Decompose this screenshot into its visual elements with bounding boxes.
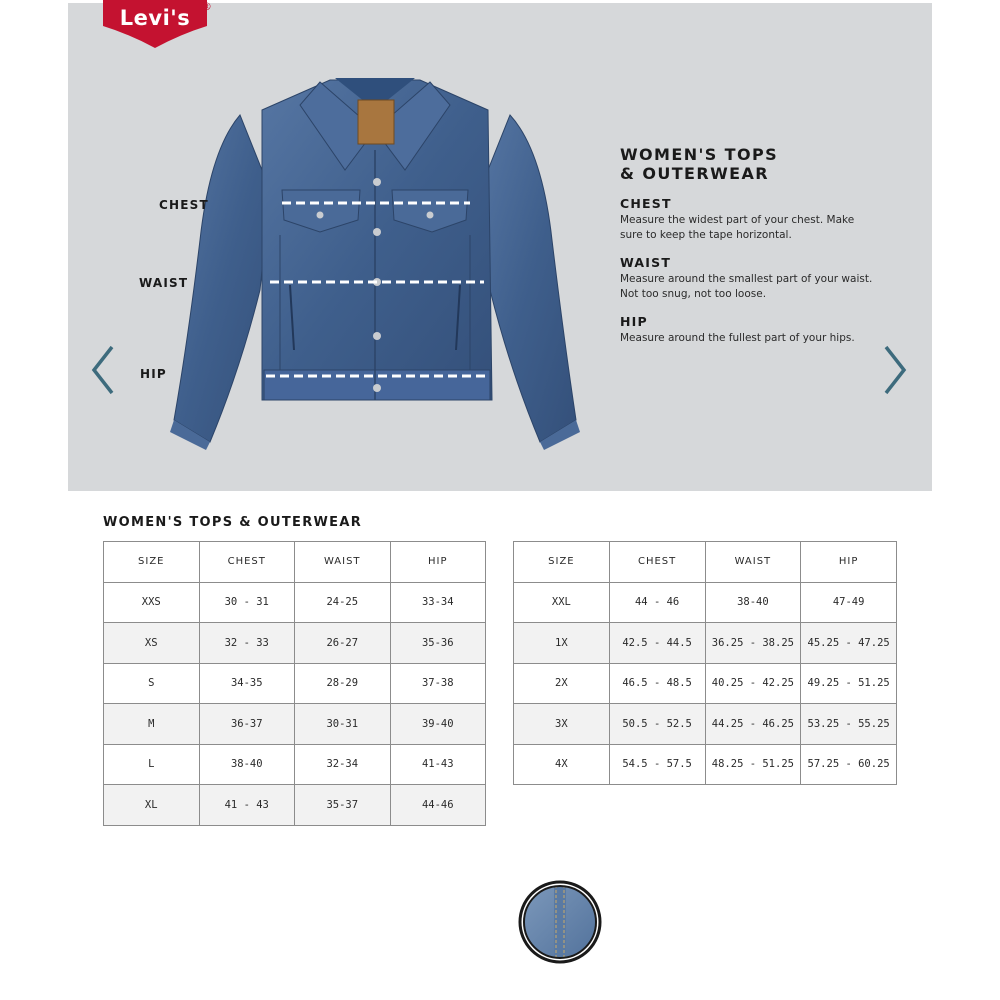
chest-cell: 38-40 <box>199 744 295 785</box>
chest-cell: 44 - 46 <box>609 582 705 623</box>
standard-size-table <box>103 541 486 826</box>
size-cell: XL <box>104 785 200 826</box>
header-chest: CHEST <box>199 542 295 583</box>
chest-cell: 46.5 - 48.5 <box>609 663 705 704</box>
waist-cell: 44.25 - 46.25 <box>705 704 801 745</box>
chest-cell: 42.5 - 44.5 <box>609 623 705 664</box>
waist-cell: 36.25 - 38.25 <box>705 623 801 664</box>
registered-mark: ® <box>201 0 212 13</box>
header-size: SIZE <box>104 542 200 583</box>
chest-cell: 34-35 <box>199 663 295 704</box>
hip-cell: 39-40 <box>390 704 486 745</box>
guide-chest-heading: CHEST <box>620 196 672 211</box>
waist-cell: 40.25 - 42.25 <box>705 663 801 704</box>
logo-text: Levi's <box>119 6 191 30</box>
table-row <box>104 744 486 785</box>
waist-cell: 48.25 - 51.25 <box>705 744 801 785</box>
hip-cell: 53.25 - 55.25 <box>801 704 897 745</box>
hip-cell: 49.25 - 51.25 <box>801 663 897 704</box>
hip-label: HIP <box>140 367 167 381</box>
hip-cell: 33-34 <box>390 582 486 623</box>
chest-label: CHEST <box>159 198 209 212</box>
table-row <box>104 704 486 745</box>
table-row <box>514 744 897 785</box>
measure-guide <box>620 145 880 358</box>
hip-cell: 45.25 - 47.25 <box>801 623 897 664</box>
guide-hip-heading: HIP <box>620 314 648 329</box>
table-row <box>514 582 897 623</box>
guide-chest-desc: Measure the widest part of your chest. Make sure to keep the tape horizontal. <box>620 214 855 241</box>
size-cell: L <box>104 744 200 785</box>
header-hip: HIP <box>801 542 897 583</box>
guide-hip-desc: Measure around the fullest part of your hips. <box>620 332 855 344</box>
waist-cell: 28-29 <box>295 663 391 704</box>
table-row <box>514 663 897 704</box>
waist-cell: 35-37 <box>295 785 391 826</box>
chest-cell: 41 - 43 <box>199 785 295 826</box>
hip-cell: 37-38 <box>390 663 486 704</box>
hip-cell: 35-36 <box>390 623 486 664</box>
waist-label: WAIST <box>139 276 189 290</box>
table-row <box>104 663 486 704</box>
chest-cell: 54.5 - 57.5 <box>609 744 705 785</box>
table-row <box>104 785 486 826</box>
size-table-title: WOMEN'S TOPS & OUTERWEAR <box>103 515 363 530</box>
hip-cell: 44-46 <box>390 785 486 826</box>
waist-cell: 24-25 <box>295 582 391 623</box>
table-row <box>104 582 486 623</box>
size-cell: XXS <box>104 582 200 623</box>
size-cell: 3X <box>514 704 610 745</box>
chest-cell: 30 - 31 <box>199 582 295 623</box>
header-waist: WAIST <box>705 542 801 583</box>
levis-logo <box>103 0 215 48</box>
guide-title-line2: & OUTERWEAR <box>620 164 769 183</box>
guide-waist-heading: WAIST <box>620 255 672 270</box>
denim-jacket-image <box>170 70 580 450</box>
header-size: SIZE <box>514 542 610 583</box>
size-cell: 1X <box>514 623 610 664</box>
chest-cell: 36-37 <box>199 704 295 745</box>
header-waist: WAIST <box>295 542 391 583</box>
hip-cell: 47-49 <box>801 582 897 623</box>
table-row <box>104 623 486 664</box>
chest-cell: 32 - 33 <box>199 623 295 664</box>
guide-title-line1: WOMEN'S TOPS <box>620 145 779 164</box>
fabric-swatch-thumbnail[interactable] <box>518 880 602 964</box>
waist-cell: 26-27 <box>295 623 391 664</box>
guide-waist-desc: Measure around the smallest part of your waist. Not too snug, not too loose. <box>620 273 873 300</box>
waist-cell: 30-31 <box>295 704 391 745</box>
plus-size-table <box>513 541 897 785</box>
previous-arrow-icon[interactable] <box>88 343 118 397</box>
hip-cell: 41-43 <box>390 744 486 785</box>
size-cell: S <box>104 663 200 704</box>
guide-title <box>620 145 880 183</box>
table-header-row <box>104 542 486 583</box>
size-cell: XS <box>104 623 200 664</box>
waist-cell: 38-40 <box>705 582 801 623</box>
size-cell: M <box>104 704 200 745</box>
table-row <box>514 704 897 745</box>
size-cell: 4X <box>514 744 610 785</box>
header-hip: HIP <box>390 542 486 583</box>
size-cell: XXL <box>514 582 610 623</box>
next-arrow-icon[interactable] <box>880 343 910 397</box>
waist-cell: 32-34 <box>295 744 391 785</box>
chest-cell: 50.5 - 52.5 <box>609 704 705 745</box>
size-cell: 2X <box>514 663 610 704</box>
header-chest: CHEST <box>609 542 705 583</box>
table-row <box>514 623 897 664</box>
hip-cell: 57.25 - 60.25 <box>801 744 897 785</box>
table-header-row <box>514 542 897 583</box>
